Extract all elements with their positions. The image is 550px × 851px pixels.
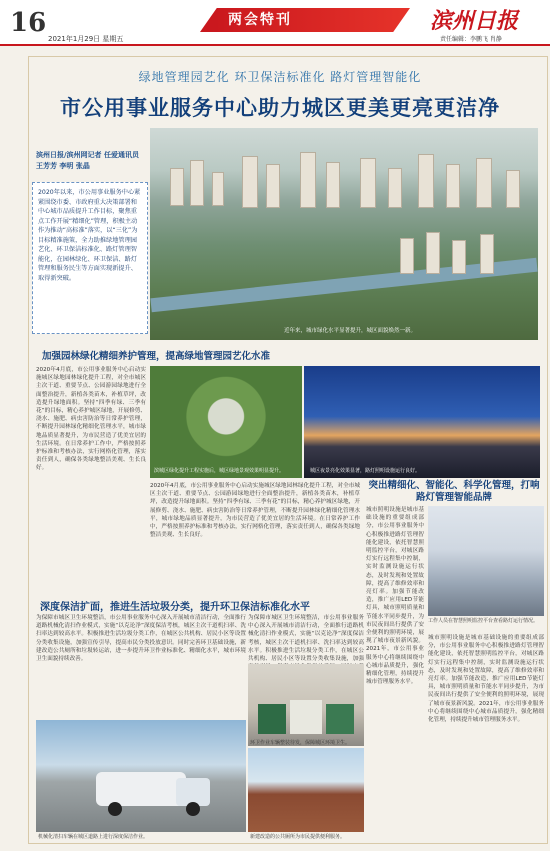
section2-text: 为保障市城区卫生环境整洁，市公用事业服务中心深入开展城市清洁行动，全面推行道路机械化清扫作业模式，实施“以克论净”深度保洁考核，城区主次干道机扫率、洗扫率达到较高水平。积极推进生活垃圾分类工作，在城区公共机构、居民小区等设置分类收集设施，加强宣传引导，提高市民分类投放意识。同时完善环卫基础设施，新建改造公共厕所和垃圾转运站，进一步提升环卫作业标准化、精细化水平，城市环境卫生面貌持续改善。 [36, 615, 246, 663]
section3-title: 突出精细化、智能化、科学化管理，打响路灯管理智能品牌 [368, 480, 540, 503]
truck-photo-caption: 机械化清扫车辆在城区道路上进行深度保洁作业。 [38, 834, 149, 840]
vehicles-photo-caption: 环卫作业车辆整装待发，保障城区环境卫生。 [250, 740, 351, 746]
night-photo-caption: 城区夜景亮化效果显著，路灯照明设施运行良好。 [310, 468, 421, 474]
page-header [0, 0, 550, 46]
park-photo-caption: 滨城区绿化提升工程实施后，城区绿地景观效果明显提升。 [154, 468, 285, 474]
byline: 滨州日报/滨州网记者 任爱通讯员 王芳芳 李明 张晶 [36, 151, 139, 170]
station-photo-caption: 新建改造的公共厕所为市民提供便利服务。 [250, 834, 346, 840]
park-photo [150, 366, 302, 478]
article-subheadline: 绿地管理园艺化 环卫保洁标准化 路灯管理智能化 [138, 70, 422, 84]
section1-text: 2020年4月底，市公用事业服务中心启动实施城区绿地园林绿化提升工程，对全市城区主次干道、重要节点、公园游园绿地进行全面整治提升，新植各类苗木，补植草坪，改造提升绿地面积。坚持“四季有绿、三季有花”的目标，精心养护城区绿地，开展修剪、浇水、施肥、病虫害防治等日常养护管理，不断提升园林绿化精细化管理水平，城市绿地品质显著提升，为市民营造了优美宜居的生活环境。在日常养护工作中，严格按照养护标准和考核办法，实行网格化管理，落实责任到人，确保各类绿地整洁美观、生长良好。 [36, 367, 146, 472]
section1-title: 加强园林绿化精细养护管理，提高绿地管理园艺化水准 [42, 351, 271, 362]
city-photo-caption: 近年来，城市绿化水平显著提升，城区面貌焕然一新。 [284, 328, 417, 334]
article-headline: 市公用事业服务中心助力城区更美更亮更洁净 [60, 96, 500, 120]
section2-text-cont: 为保障市城区卫生环境整洁，市公用事业服务中心深入开展城市清洁行动，全面推行道路机械化清扫作业模式，实施“以克论净”深度保洁考核，城区主次干道机扫率、洗扫率达到较高水平。积极推进生活垃圾分类工作，在城区公共机构、居民小区等设置分类收集设施，加强 [248, 615, 364, 663]
control-room-photo [428, 506, 544, 616]
section2-title: 深度保洁扩面，推进生活垃圾分类，提升环卫保洁标准化水平 [40, 602, 310, 613]
lead-paragraph: 2020年以来，市公用事业服务中心紧紧围绕市委、市政府重大决策部署和中心城市品质提升工作目标，聚焦重点工作开展“精细化”管理，积极主动作为推动“高标准”落实，以“三化”为目标精准施策，全力助推绿地管理园艺化、环卫保洁标准化、路灯管理智能化，在园林绿化、环卫保洁、路灯管理和服务民生等方面实现新提升、取得新突破。 [32, 182, 148, 334]
street-sweeper-photo [36, 720, 246, 832]
city-aerial-photo [150, 128, 538, 340]
sanitation-vehicles-photo [248, 664, 364, 746]
editor-line: 责任编辑：李鹏飞 肖静 [440, 36, 502, 43]
date-line: 2021年1月29日 星期五 [48, 35, 124, 43]
page-number: 16 [10, 8, 47, 38]
section-banner-title: 两会特刊 [228, 12, 292, 28]
newspaper-logo: 滨州日报 [430, 8, 519, 34]
header-divider [0, 44, 550, 46]
section3-text: 城市照明设施是城市基础设施的重要组成部分，市公用事业服务中心积极推进路灯管理智能化建设，依托智慧照明监控平台，对城区路灯实行远程集中控制，实时监测设施运行状态，及时发现和处置故障，提高了维修效率和亮灯率。加强节能改造，推广应用LED节能灯具，城市照明质量和节能水平同步提升，为市民夜间出行提供了安全便利的照明环境，展现了城市夜景新风貌。2021年，市公用事业服务中心将继续围绕中心城市品质提升，强化精细化管理，持续提升城市管理服务水平。 [366, 507, 424, 686]
section3-text-cont: 城市照明设施是城市基础设施的重要组成部分，市公用事业服务中心积极推进路灯管理智能化建设，依托智慧照明监控平台，对城区路灯实行远程集中控制，实时监测设施运行状态，及时发现和处置故障，提高了维修效率和亮灯率。加强节能改造，推广应用LED节能灯具，城市照明质量和节能水平同步提升，为市民夜间出行提供了安全便利的照明环境，展现了城市夜景新风貌。2021年，市公用事业服务中心将继续围绕中心城市品质提升，强化精细化管理，持续提升城市管理服务水平。 [428, 635, 544, 724]
control-photo-caption: 工作人员在智慧照明监控平台查看路灯运行情况。 [428, 618, 539, 624]
night-lighting-photo [304, 366, 540, 478]
public-toilet-photo [248, 748, 364, 832]
section1-text-cont: 2020年4月底，市公用事业服务中心启动实施城区绿地园林绿化提升工程，对全市城区主次干道、重要节点、公园游园绿地进行全面整治提升，新植各类苗木，补植草坪，改造提升绿地面积。坚持“四季有绿、三季有花”的目标，精心养护城区绿地，开展修剪、浇水、施肥、病虫害防治等日常养护管理，不断提升园林绿化精细化管理水平，城市绿地品质显著提升，为市民营造了优美宜居的生活环境。在日常养护工作中，严格按照养护标准和考核办法，实行网格化管理，落实责任到人，确保各类绿地整洁美观、生长良好。 [150, 483, 360, 539]
